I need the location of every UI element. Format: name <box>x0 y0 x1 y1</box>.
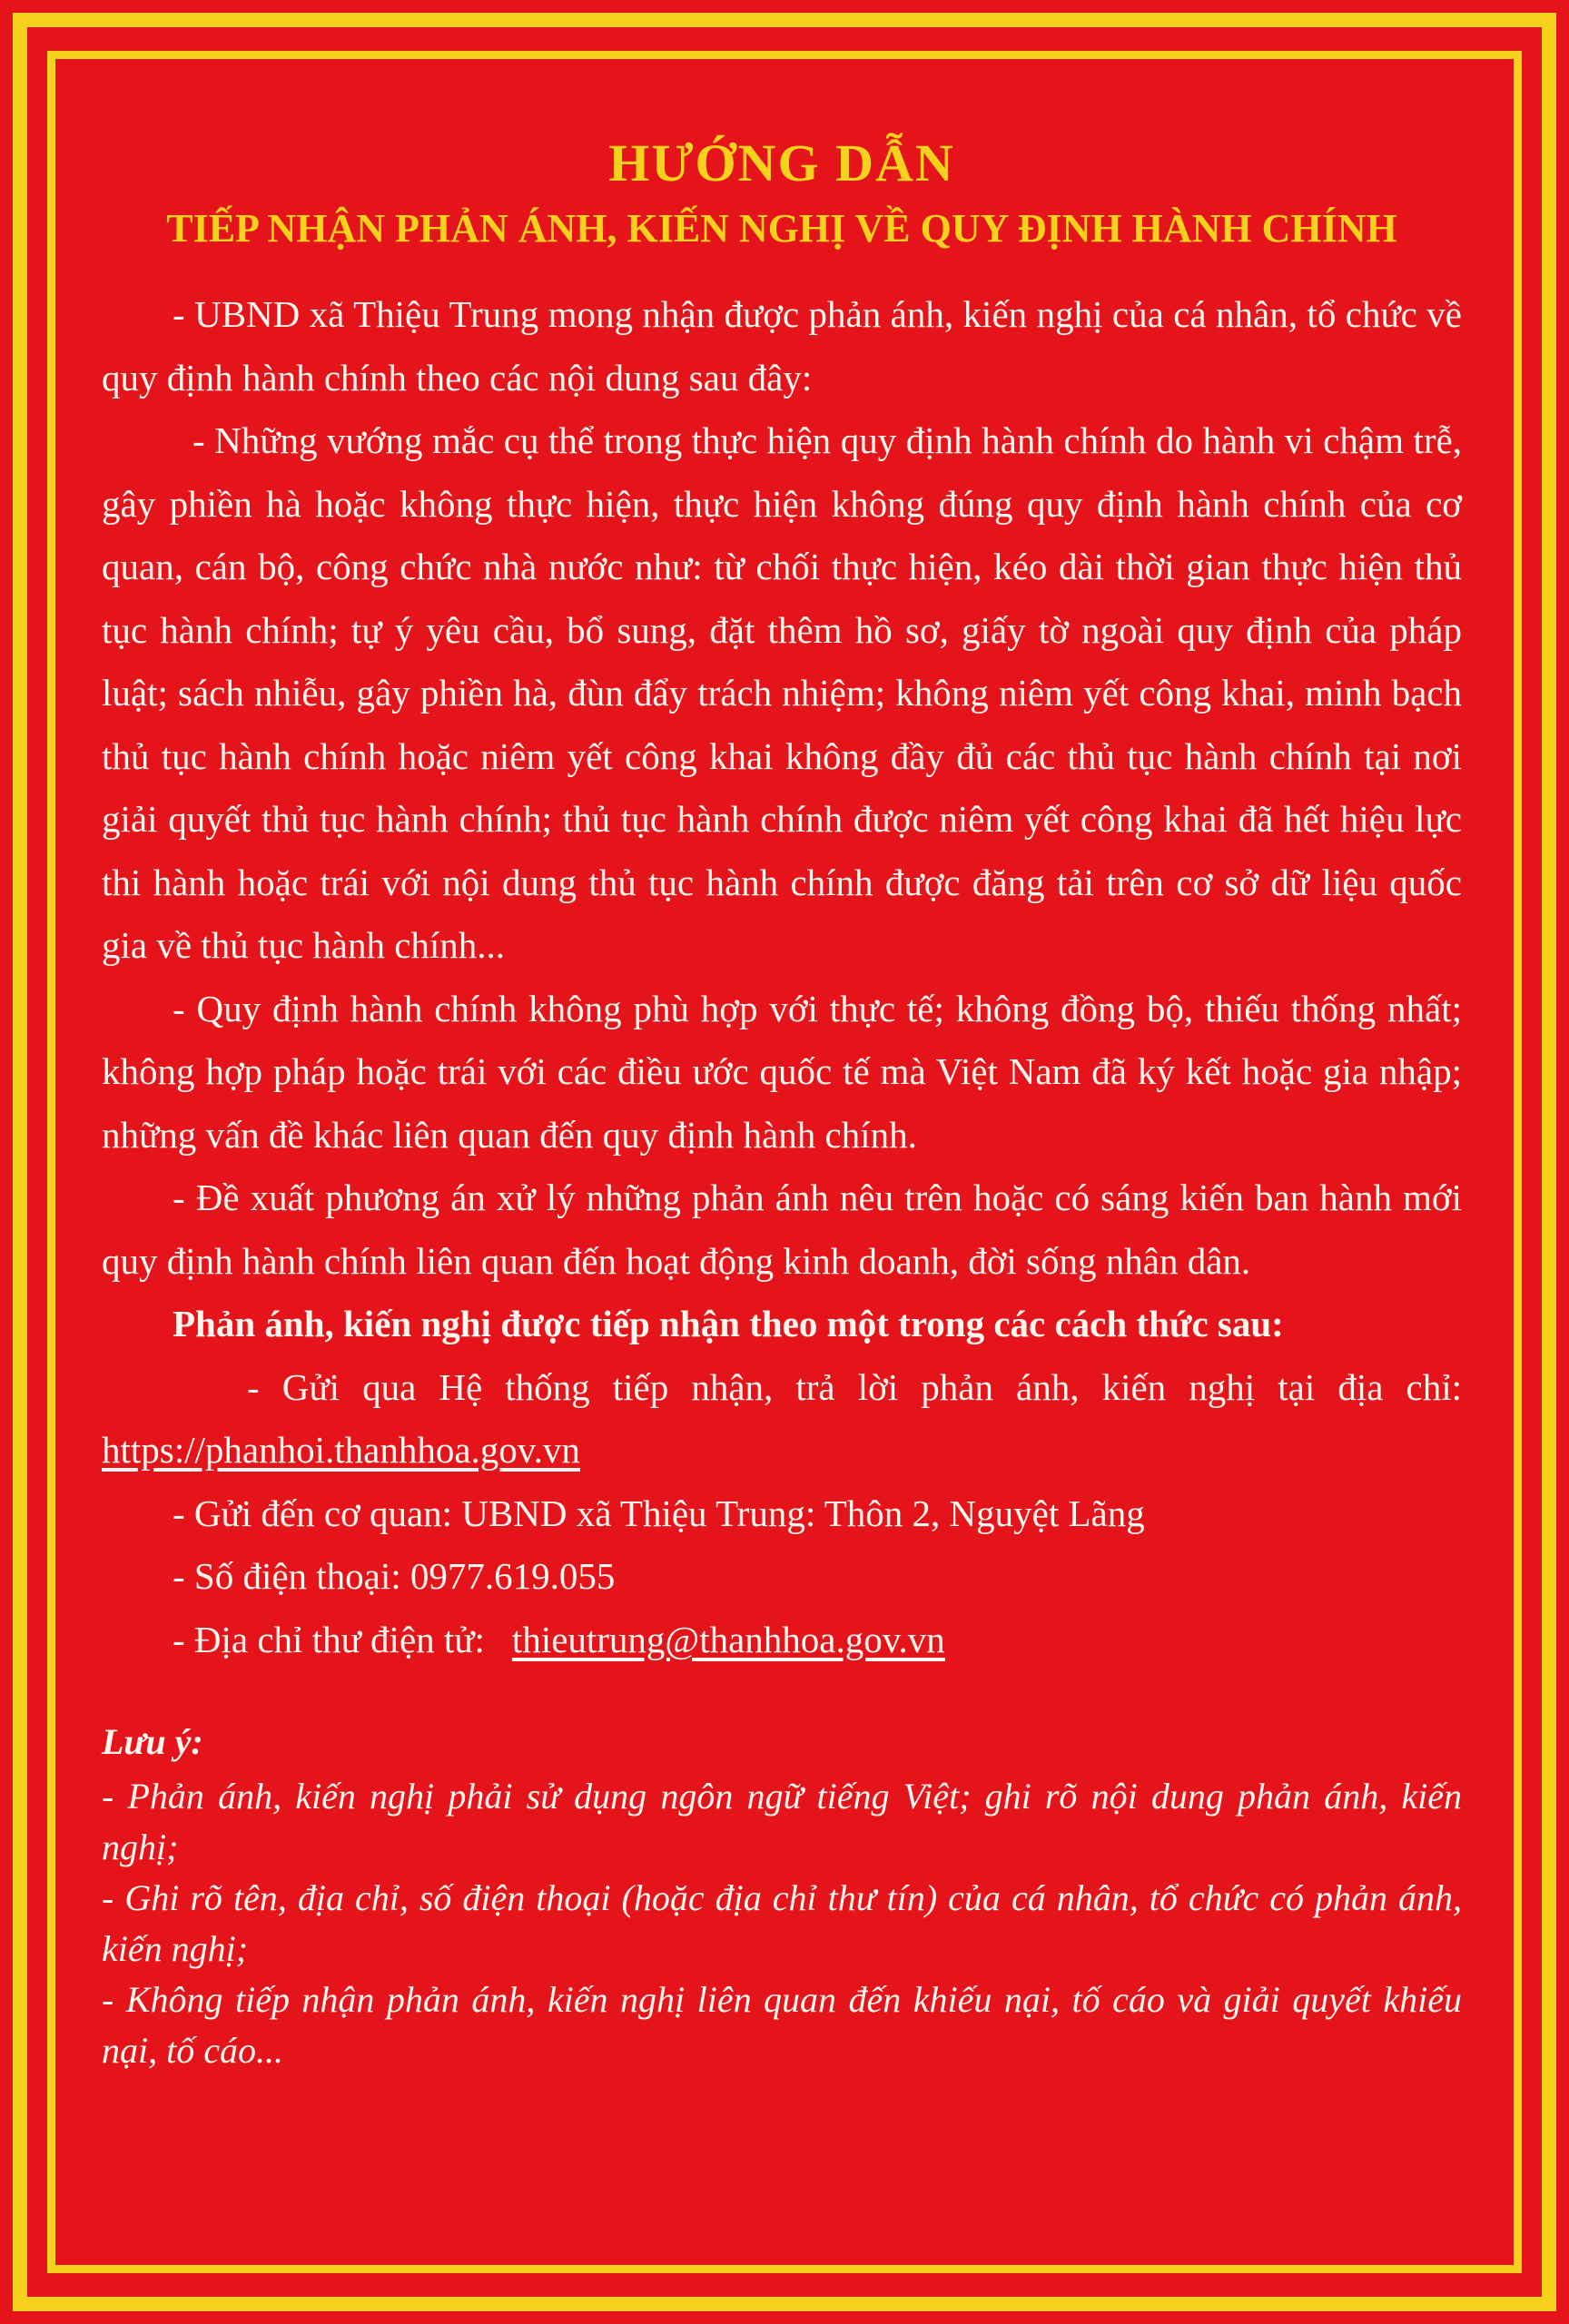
channel-email-label: - Địa chỉ thư điện tử: <box>173 1618 485 1660</box>
feedback-website-link[interactable]: https://phanhoi.thanhhoa.gov.vn <box>102 1429 580 1471</box>
channel-web <box>102 1356 1462 1482</box>
paragraph-intro: - UBND xã Thiệu Trung mong nhận được phản ánh, kiến nghị của cá nhân, tổ chức về quy định hành chính theo các nội dung sau đây: <box>102 293 1462 399</box>
note-block <box>102 1717 1462 2076</box>
note-item-contact-info: - Ghi rõ tên, địa chỉ, số điện thoại (hoặc địa chỉ thư tín) của cá nhân, tổ chức có phản ánh, kiến nghị; <box>102 1877 1462 1969</box>
note-title: Lưu ý: <box>102 1721 203 1762</box>
channel-web-text: - Gửi qua Hệ thống tiếp nhận, trả lời phản ánh, kiến nghị tại địa chỉ: <box>247 1365 1462 1408</box>
paragraph-obstacles: - Những vướng mắc cụ thể trong thực hiện quy định hành chính do hành vi chậm trễ, gây phiền hà hoặc không thực hiện, thực hiện không đúng quy định hành chính của cơ quan, cán bộ, công chức nhà nước như: từ chối thực hiện, kéo dài thời gian thực hiện thủ tục hành chính; tự ý yêu cầu, bổ sung, đặt thêm hồ sơ, giấy tờ ngoài quy định của pháp luật; sách nhiễu, gây phiền hà, đùn đẩy trách nhiệm; không niêm yết công khai, minh bạch thủ tục hành chính hoặc niêm yết công khai không đầy đủ các thủ tục hành chính tại nơi giải quyết thủ tục hành chính; thủ tục hành chính được niêm yết công khai đã hết hiệu lực thi hành hoặc trái với nội dung thủ tục hành chính được đăng tải trên cơ sở dữ liệu quốc gia về thủ tục hành chính... <box>102 419 1462 966</box>
note-item-language: - Phản ánh, kiến nghị phải sử dụng ngôn ngữ tiếng Việt; ghi rõ nội dung phản ánh, kiến nghị; <box>102 1776 1462 1867</box>
paragraph-regulations: - Quy định hành chính không phù hợp với thực tế; không đồng bộ, thiếu thống nhất; không hợp pháp hoặc trái với các điều ước quốc tế mà Việt Nam đã ký kết hoặc gia nhập; những vấn đề khác liên quan đến quy định hành chính. <box>102 987 1462 1156</box>
channel-office: - Gửi đến cơ quan: UBND xã Thiệu Trung: Thôn 2, Nguyệt Lãng <box>173 1492 1145 1534</box>
channel-email <box>102 1609 1462 1672</box>
notice-content <box>102 127 1462 2076</box>
email-link[interactable]: thieutrung@thanhhoa.gov.vn <box>511 1618 945 1660</box>
title-main: HƯỚNG DẪN <box>608 133 955 192</box>
channels-heading: Phản ánh, kiến nghị được tiếp nhận theo một trong các cách thức sau: <box>173 1303 1284 1344</box>
note-item-exclusions: - Không tiếp nhận phản ánh, kiến nghị liên quan đến khiếu nại, tố cáo và giải quyết khiếu nại, tố cáo... <box>102 1979 1462 2071</box>
channel-phone: - Số điện thoại: 0977.619.055 <box>173 1555 616 1597</box>
paragraph-proposals: - Đề xuất phương án xử lý những phản ánh nêu trên hoặc có sáng kiến ban hành mới quy định hành chính liên quan đến hoạt động kinh doanh, đời sống nhân dân. <box>102 1177 1462 1282</box>
title-sub: TIẾP NHẬN PHẢN ÁNH, KIẾN NGHỊ VỀ QUY ĐỊNH HÀNH CHÍNH <box>166 206 1397 251</box>
